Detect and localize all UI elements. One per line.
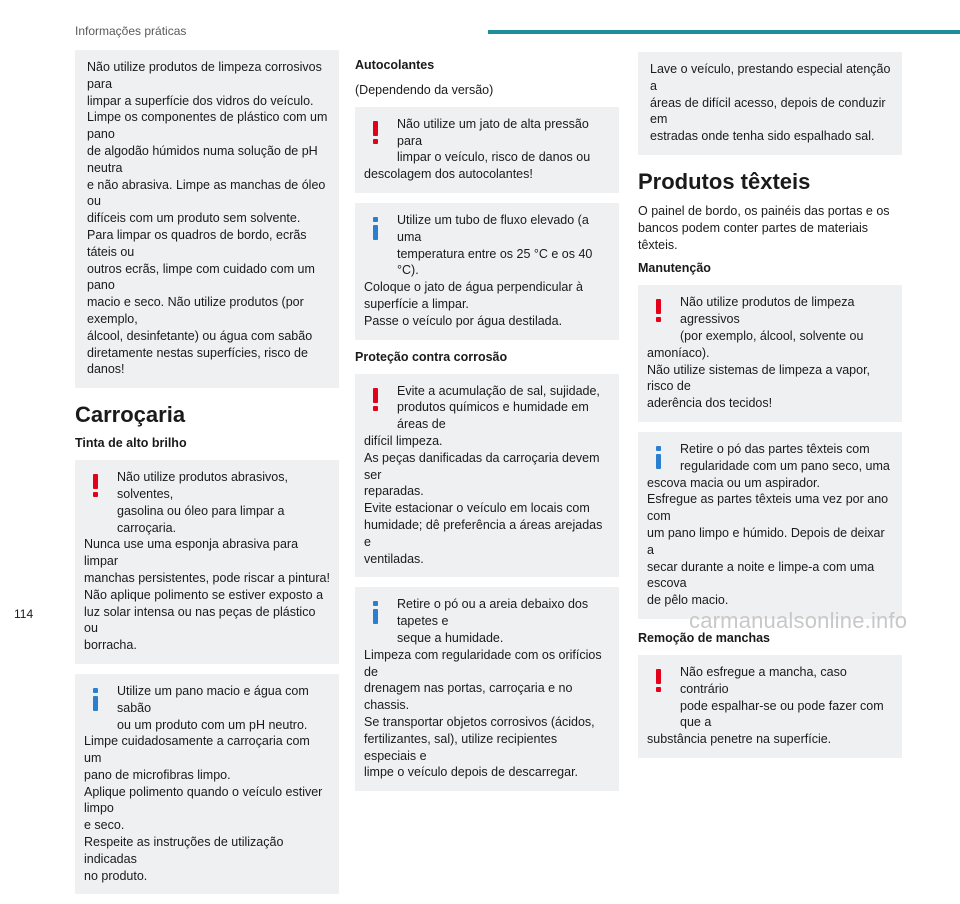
info-body-text bbox=[84, 733, 330, 884]
text-line: pano de microfibras limpo. bbox=[84, 767, 231, 782]
text-line: escova macia ou um aspirador. bbox=[647, 475, 821, 490]
warning-box-stains bbox=[638, 655, 902, 758]
text-line: Passe o veículo por água destilada. bbox=[364, 313, 563, 328]
text-line: Não utilize produtos abrasivos, solventes, bbox=[117, 470, 288, 501]
text-line: de algodão húmidos numa solução de pH neutra bbox=[87, 143, 318, 175]
section-heading-bodywork: Carroçaria bbox=[75, 402, 186, 428]
text-line: e seco. bbox=[84, 818, 125, 833]
text-line: Utilize um pano macio e água com sabão bbox=[117, 683, 309, 715]
text-line: fertilizantes, sal), utilize recipientes especiais e bbox=[364, 731, 558, 763]
text-line: limpe o veículo depois de descarregar. bbox=[364, 765, 579, 780]
text-line: ou um produto com um pH neutro. bbox=[117, 717, 308, 732]
warning-lead-text bbox=[647, 664, 893, 731]
text-line: outros ecrãs, limpe com cuidado com um pano bbox=[87, 261, 315, 293]
text-line: Coloque o jato de água perpendicular à bbox=[364, 280, 583, 295]
note-box-wash bbox=[638, 52, 902, 155]
info-lead-text bbox=[647, 441, 893, 475]
column-3 bbox=[638, 52, 902, 768]
text-line: Não aplique polimento se estiver exposto a bbox=[84, 587, 324, 602]
text-line: Não utilize produtos de limpeza agressivos bbox=[680, 295, 855, 327]
text-line: secar durante a noite e limpe-a com uma escova bbox=[647, 559, 875, 591]
warning-body-text bbox=[647, 345, 893, 412]
text-line: (por exemplo, álcool, solvente ou bbox=[680, 328, 864, 343]
text-line: Para limpar os quadros de bordo, ecrãs táteis ou bbox=[87, 227, 307, 259]
info-icon bbox=[369, 601, 389, 625]
text-line: temperatura entre os 25 °C e os 40 °C). bbox=[397, 246, 593, 278]
text-line: descolagem dos autocolantes! bbox=[364, 167, 533, 182]
warning-body-text bbox=[647, 731, 893, 748]
text-line: Evite a acumulação de sal, sujidade, bbox=[397, 383, 600, 398]
subheading-maintenance: Manutenção bbox=[638, 261, 711, 276]
text-line: amoníaco). bbox=[647, 345, 710, 360]
text-line: diretamente nestas superfícies, risco de danos! bbox=[87, 345, 308, 377]
subheading-stickers: Autocolantes bbox=[355, 58, 435, 72]
warning-body-text bbox=[84, 536, 330, 654]
page-number: 114 bbox=[14, 607, 34, 621]
text-line: manchas persistentes, pode riscar a pintura! bbox=[84, 570, 330, 585]
warning-lead-text bbox=[364, 116, 610, 166]
warning-icon bbox=[652, 299, 672, 323]
header-accent-bar bbox=[488, 30, 960, 34]
text-line: Limpe cuidadosamente a carroçaria com um bbox=[84, 734, 310, 766]
text-line: um pano limpo e húmido. Depois de deixar a bbox=[647, 525, 885, 557]
text-line: estradas onde tenha sido espalhado sal. bbox=[650, 129, 875, 144]
note-box-glass-plastic bbox=[75, 50, 339, 388]
version-note: (Dependendo da versão) bbox=[355, 83, 494, 97]
info-lead-text bbox=[84, 683, 330, 733]
subheading-high-gloss-paint: Tinta de alto brilho bbox=[75, 436, 187, 451]
warning-icon bbox=[652, 669, 672, 693]
text-line: áreas de difícil acesso, depois de conduzir em bbox=[650, 95, 886, 127]
warning-box-paint bbox=[75, 460, 339, 664]
text-line: gasolina ou óleo para limpar a carroçaria. bbox=[117, 503, 285, 535]
info-box-stickers bbox=[355, 203, 619, 340]
textiles-intro bbox=[638, 203, 902, 253]
text-line: luz solar intensa ou nas peças de plástico ou bbox=[84, 604, 316, 636]
subheading-stain-removal: Remoção de manchas bbox=[638, 630, 770, 645]
text-line: no produto. bbox=[84, 868, 148, 883]
text-line: ventiladas. bbox=[364, 551, 424, 566]
text-line: substância penetre na superfície. bbox=[647, 732, 832, 747]
section-heading-textiles: Produtos têxteis bbox=[638, 168, 811, 194]
text-line: Não esfregue a mancha, caso contrário bbox=[680, 664, 847, 696]
text-line: superfície a limpar. bbox=[364, 296, 469, 311]
text-line: Evite estacionar o veículo em locais com bbox=[364, 501, 590, 516]
info-icon bbox=[652, 446, 672, 470]
info-lead-text bbox=[364, 212, 610, 279]
warning-box-textiles bbox=[638, 285, 902, 422]
info-box-corrosion bbox=[355, 587, 619, 791]
info-icon bbox=[89, 688, 109, 712]
text-line: difíceis com um produto sem solvente. bbox=[87, 211, 301, 226]
text-line: aderência dos tecidos! bbox=[647, 396, 773, 411]
info-box-paint bbox=[75, 674, 339, 895]
warning-body-text bbox=[364, 433, 610, 567]
text-line: Retire o pó ou a areia debaixo dos tapetes e bbox=[397, 597, 589, 629]
text-line: Nunca use uma esponja abrasiva para limpar bbox=[84, 537, 299, 569]
text-line: macio e seco. Não utilize produtos (por exemplo, bbox=[87, 295, 304, 326]
warning-lead-text bbox=[647, 294, 893, 344]
text-line: Esfregue as partes têxteis uma vez por ano com bbox=[647, 492, 889, 524]
text-line: produtos químicos e humidade em áreas de bbox=[397, 400, 589, 432]
info-body-text bbox=[364, 647, 610, 781]
text-line: Não utilize sistemas de limpeza a vapor, risco de bbox=[647, 362, 871, 394]
info-body-text bbox=[647, 475, 893, 609]
watermark-text: carmanualsonline.info bbox=[689, 608, 908, 633]
text-line: limpar a superfície dos vidros do veículo. bbox=[87, 93, 314, 108]
text-line: As peças danificadas da carroçaria devem ser bbox=[364, 450, 600, 482]
text-line: humidade; dê preferência a áreas arejadas e bbox=[364, 517, 603, 549]
warning-body-text bbox=[364, 166, 610, 183]
text-line: Limpe os componentes de plástico com um pano bbox=[87, 110, 328, 142]
text-line: bancos podem conter partes de materiais têxteis. bbox=[638, 220, 868, 252]
info-icon bbox=[369, 217, 389, 241]
subheading-corrosion-protection: Proteção contra corrosão bbox=[355, 349, 508, 364]
column-1 bbox=[75, 50, 339, 904]
text-line: pode espalhar-se ou pode fazer com que a bbox=[680, 698, 884, 730]
text-line: e não abrasiva. Limpe as manchas de óleo ou bbox=[87, 177, 326, 209]
text-line: regularidade com um pano seco, uma bbox=[680, 458, 890, 473]
text-line: O painel de bordo, os painéis das portas e os bbox=[638, 203, 890, 218]
text-line: Limpeza com regularidade com os orifícios de bbox=[364, 647, 602, 679]
text-line: Retire o pó das partes têxteis com bbox=[680, 441, 870, 456]
text-line: seque a humidade. bbox=[397, 630, 504, 645]
text-line: drenagem nas portas, carroçaria e no chassis. bbox=[364, 681, 573, 713]
text-line: Aplique polimento quando o veículo estiver limpo bbox=[84, 784, 323, 816]
warning-icon bbox=[89, 474, 109, 498]
column-2 bbox=[355, 56, 619, 801]
text-line: borracha. bbox=[84, 638, 137, 653]
warning-icon bbox=[369, 388, 389, 412]
running-header: Informações práticas bbox=[75, 24, 187, 38]
text-line: Não utilize produtos de limpeza corrosivos para bbox=[87, 60, 322, 91]
text-line: álcool, desinfetante) ou água com sabão bbox=[87, 328, 313, 343]
text-line: Se transportar objetos corrosivos (ácidos, bbox=[364, 714, 595, 729]
info-lead-text bbox=[364, 596, 610, 646]
warning-lead-text bbox=[84, 469, 330, 536]
text-line: limpar o veículo, risco de danos ou bbox=[397, 150, 591, 165]
info-box-textiles bbox=[638, 432, 902, 619]
warning-box-stickers bbox=[355, 107, 619, 193]
text-line: Lave o veículo, prestando especial atenção a bbox=[650, 62, 891, 93]
text-line: de pêlo macio. bbox=[647, 593, 729, 608]
text-line: difícil limpeza. bbox=[364, 433, 443, 448]
text-line: Não utilize um jato de alta pressão para bbox=[397, 116, 589, 148]
warning-icon bbox=[369, 121, 389, 145]
text-line: reparadas. bbox=[364, 484, 424, 499]
warning-box-corrosion bbox=[355, 374, 619, 578]
warning-lead-text bbox=[364, 383, 610, 433]
text-line: Utilize um tubo de fluxo elevado (a uma bbox=[397, 212, 589, 244]
text-line: Respeite as instruções de utilização indicadas bbox=[84, 835, 284, 866]
info-body-text bbox=[364, 279, 610, 329]
